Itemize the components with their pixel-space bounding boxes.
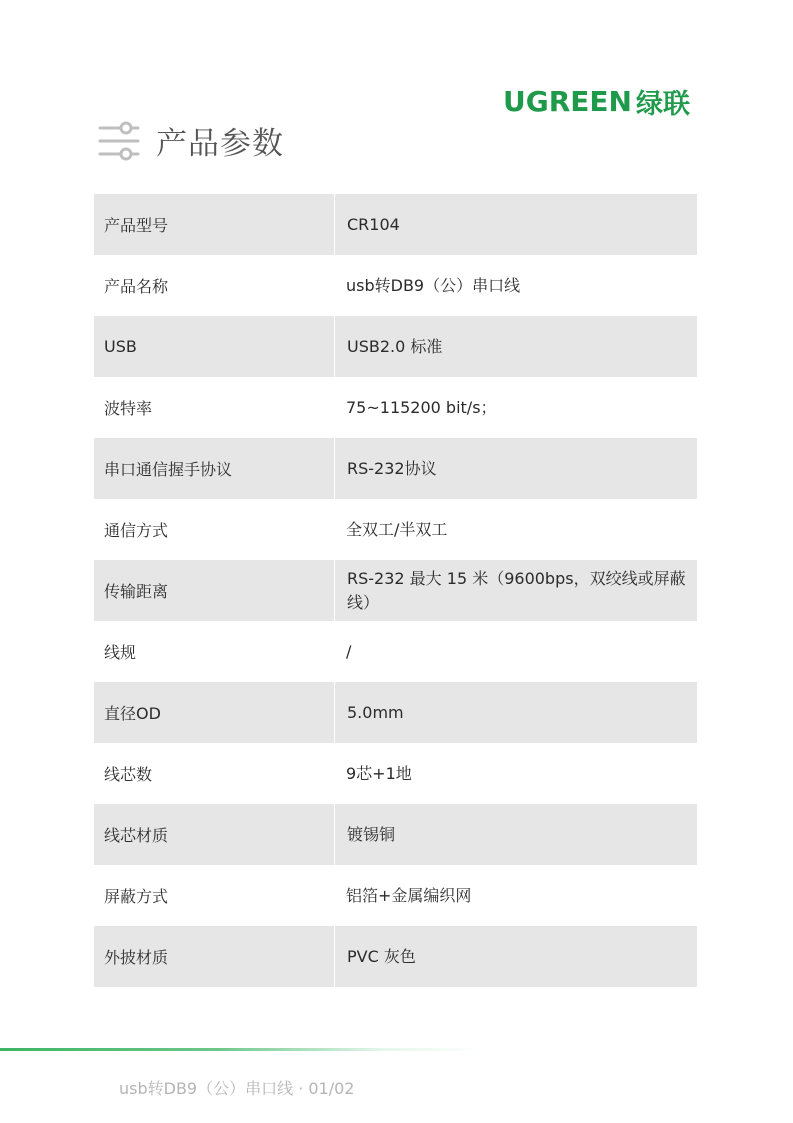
- table-row: [94, 316, 697, 377]
- spec-value: 9芯+1地: [346, 763, 412, 783]
- spec-value: 镀锡铜: [334, 804, 697, 865]
- spec-label: USB: [104, 337, 137, 356]
- spec-label: 通信方式: [104, 521, 169, 540]
- table-row: [94, 438, 697, 499]
- sliders-filter-icon: [98, 120, 140, 162]
- brand-latin: UGREEN: [503, 85, 632, 118]
- brand-cn: 绿联: [635, 89, 690, 120]
- spec-value: 75~115200 bit/s；: [346, 397, 497, 417]
- page-footer: usb转DB9（公）串口线 · 01/02: [119, 1079, 355, 1098]
- spec-value: 5.0mm: [334, 682, 697, 743]
- spec-label: 波特率: [104, 399, 153, 418]
- page-title: 产品参数: [156, 126, 284, 162]
- spec-label: 直径OD: [104, 704, 161, 723]
- spec-value: CR104: [334, 194, 697, 255]
- spec-label: 串口通信握手协议: [104, 460, 233, 479]
- table-row: [94, 682, 697, 743]
- spec-label: 产品型号: [104, 216, 169, 235]
- spec-label: 产品名称: [104, 277, 169, 296]
- spec-label: 线芯数: [104, 765, 153, 784]
- spec-value: PVC 灰色: [334, 926, 697, 987]
- spec-value: usb转DB9（公）串口线: [346, 275, 521, 295]
- spec-value: 铝箔+金属编织网: [346, 885, 472, 905]
- footer-accent-line: [0, 1048, 480, 1051]
- table-row: [94, 194, 697, 255]
- spec-value: RS-232 最大 15 米（9600bps，双绞线或屏蔽线）: [334, 560, 697, 621]
- spec-label: 外披材质: [104, 948, 169, 967]
- spec-value: 全双工/半双工: [346, 519, 448, 539]
- spec-table: [94, 194, 697, 987]
- spec-value: RS-232协议: [334, 438, 697, 499]
- table-row: [94, 621, 697, 682]
- spec-label: 传输距离: [104, 582, 169, 601]
- spec-value: USB2.0 标准: [334, 316, 697, 377]
- section-header: [98, 118, 284, 163]
- table-row: [94, 255, 697, 316]
- table-row: [94, 499, 697, 560]
- brand-logo: [503, 82, 690, 121]
- table-row: [94, 804, 697, 865]
- table-row: [94, 926, 697, 987]
- table-row: [94, 743, 697, 804]
- spec-label: 线芯材质: [104, 826, 169, 845]
- table-row: [94, 865, 697, 926]
- spec-label: 线规: [104, 643, 137, 662]
- spec-label: 屏蔽方式: [104, 887, 169, 906]
- table-row: [94, 377, 697, 438]
- table-row: [94, 560, 697, 621]
- spec-value: /: [346, 641, 352, 661]
